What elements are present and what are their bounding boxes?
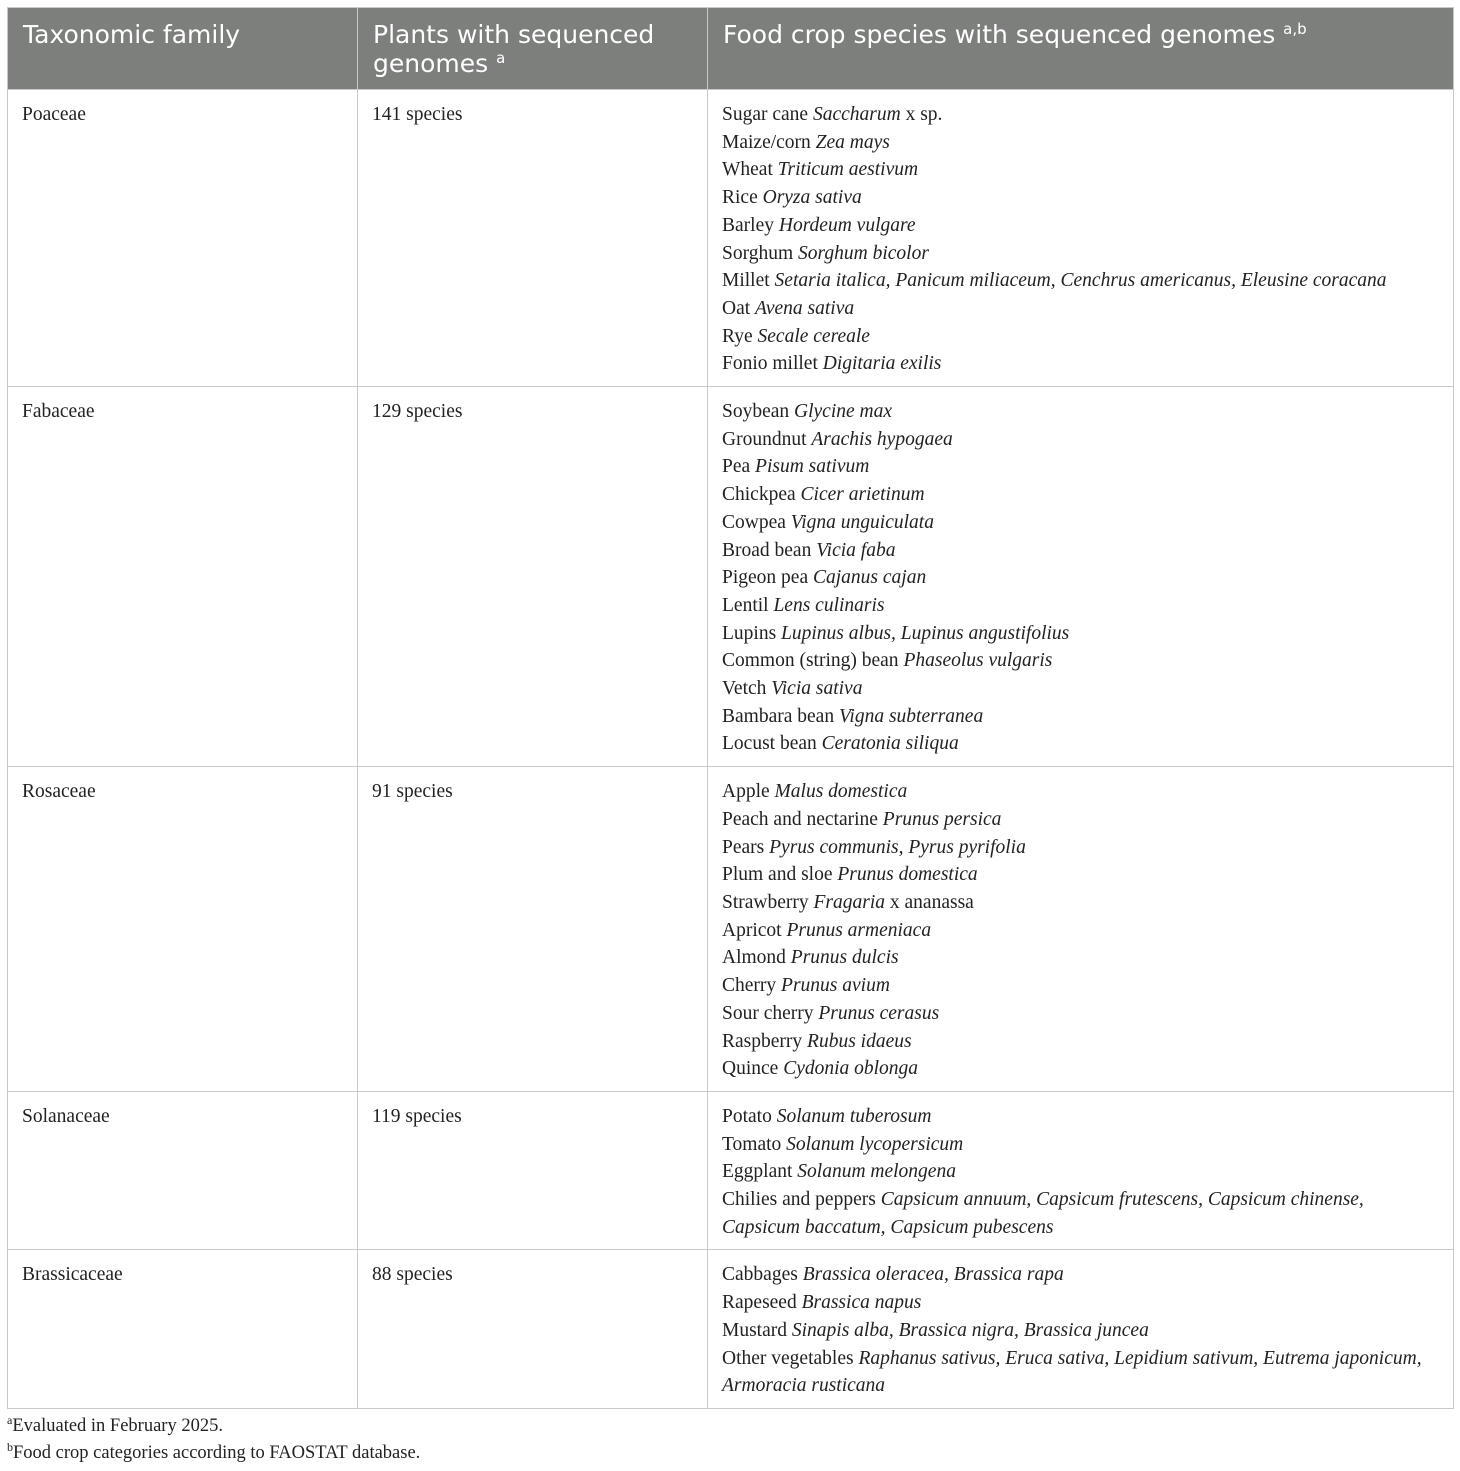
crop-name: Broad bean bbox=[722, 539, 817, 561]
crop-name: Soybean bbox=[722, 401, 795, 423]
crop-name: Cowpea bbox=[722, 511, 791, 533]
header-food-crops bbox=[708, 8, 1454, 90]
crop-item bbox=[722, 295, 1439, 323]
species-count-cell: 119 species bbox=[358, 1091, 708, 1250]
crop-name: Pea bbox=[722, 456, 756, 478]
crop-item bbox=[722, 778, 1439, 806]
crop-item bbox=[722, 1345, 1439, 1400]
crop-name: Oat bbox=[722, 297, 756, 319]
crop-name: Sorghum bbox=[722, 242, 799, 264]
species-name: Malus domestica bbox=[774, 781, 908, 803]
crop-item bbox=[722, 1186, 1439, 1241]
family-cell: Rosaceae bbox=[8, 767, 358, 1092]
crop-name: Potato bbox=[722, 1105, 777, 1127]
species-name: Prunus dulcis bbox=[790, 947, 899, 969]
species-name: Prunus armeniaca bbox=[786, 919, 932, 941]
crop-name: Chickpea bbox=[722, 484, 801, 506]
species-name: Triticum aestivum bbox=[777, 159, 919, 181]
crop-item bbox=[722, 240, 1439, 268]
crop-name: Mustard bbox=[722, 1319, 792, 1341]
footnote-mark: a bbox=[7, 1413, 13, 1427]
species-name: Solanum melongena bbox=[797, 1161, 956, 1183]
crop-item bbox=[722, 703, 1439, 731]
species-name: Prunus avium bbox=[781, 975, 890, 997]
species-name: Glycine max bbox=[794, 401, 893, 423]
crop-name: Other vegetables bbox=[722, 1347, 859, 1369]
crops-cell bbox=[708, 90, 1454, 387]
header-label: Food crop species with sequenced genomes bbox=[723, 20, 1284, 49]
crop-item bbox=[722, 1158, 1439, 1186]
crops-cell bbox=[708, 767, 1454, 1092]
crop-name: Pigeon pea bbox=[722, 567, 813, 589]
crop-name: Lentil bbox=[722, 594, 774, 616]
crop-item bbox=[722, 1131, 1439, 1159]
crop-name: Millet bbox=[722, 270, 775, 292]
species-name: Lupinus albus, Lupinus angustifolius bbox=[781, 622, 1070, 644]
crop-name: Locust bean bbox=[722, 733, 822, 755]
species-name: Secale cereale bbox=[757, 325, 870, 347]
table-row bbox=[8, 1091, 1454, 1250]
header-taxonomic-family bbox=[8, 8, 358, 90]
crop-item bbox=[722, 537, 1439, 565]
crop-item bbox=[722, 647, 1439, 675]
species-name: Fragaria bbox=[813, 891, 886, 913]
footnote-mark: b bbox=[7, 1440, 13, 1454]
crop-name: Raspberry bbox=[722, 1030, 808, 1052]
footnote-a bbox=[7, 1413, 420, 1440]
crop-item bbox=[722, 944, 1439, 972]
species-name: Saccharum bbox=[812, 104, 901, 125]
footnote-b bbox=[7, 1440, 420, 1467]
header-label: Taxonomic family bbox=[23, 20, 241, 49]
species-name: Raphanus sativus, Eruca sativa, Lepidium sativum, Eutrema japonicum, Armoracia rusticana bbox=[722, 1347, 1422, 1397]
species-name: Hordeum vulgare bbox=[778, 214, 916, 236]
species-name: Oryza sativa bbox=[762, 187, 862, 209]
table-row bbox=[8, 90, 1454, 387]
species-name: Setaria italica, Panicum miliaceum, Cenchrus americanus, Eleusine coracana bbox=[774, 270, 1387, 292]
species-name: Vigna subterranea bbox=[838, 705, 984, 727]
crops-cell bbox=[708, 387, 1454, 767]
species-name: Zea mays bbox=[815, 131, 890, 153]
crop-name: Sour cherry bbox=[722, 1002, 819, 1024]
crop-name: Eggplant bbox=[722, 1161, 798, 1183]
family-cell: Fabaceae bbox=[8, 387, 358, 767]
species-count-cell: 141 species bbox=[358, 90, 708, 387]
species-name: Pyrus communis, Pyrus pyrifolia bbox=[769, 836, 1026, 858]
family-cell: Solanaceae bbox=[8, 1091, 358, 1250]
crop-name: Strawberry bbox=[722, 891, 814, 913]
crop-item bbox=[722, 806, 1439, 834]
crop-item bbox=[722, 675, 1439, 703]
crops-cell bbox=[708, 1091, 1454, 1250]
crops-cell bbox=[708, 1250, 1454, 1409]
crop-item bbox=[722, 917, 1439, 945]
species-suffix: x ananassa bbox=[885, 891, 974, 913]
crop-item bbox=[722, 620, 1439, 648]
species-name: Sorghum bicolor bbox=[798, 242, 929, 264]
crop-name: Apricot bbox=[722, 919, 787, 941]
species-count-cell: 91 species bbox=[358, 767, 708, 1092]
crop-name: Almond bbox=[722, 947, 791, 969]
species-name: Vicia sativa bbox=[771, 678, 863, 700]
crop-item bbox=[722, 1103, 1439, 1131]
species-name: Prunus domestica bbox=[837, 864, 978, 886]
footnote-mark: a,b bbox=[1283, 20, 1307, 38]
species-name: Brassica oleracea, Brassica rapa bbox=[802, 1264, 1064, 1286]
species-name: Phaseolus vulgaris bbox=[903, 650, 1053, 672]
family-cell: Brassicaceae bbox=[8, 1250, 358, 1409]
crop-item bbox=[722, 212, 1439, 240]
family-cell: Poaceae bbox=[8, 90, 358, 387]
crop-item bbox=[722, 129, 1439, 157]
species-name: Vicia faba bbox=[816, 539, 896, 561]
species-name: Lens culinaris bbox=[773, 594, 885, 616]
crop-item bbox=[722, 564, 1439, 592]
species-name: Cajanus cajan bbox=[812, 567, 927, 589]
crop-name: Lupins bbox=[722, 622, 782, 644]
species-name: Solanum tuberosum bbox=[776, 1105, 932, 1127]
species-name: Prunus cerasus bbox=[818, 1002, 940, 1024]
species-name: Rubus idaeus bbox=[807, 1030, 912, 1052]
crop-item bbox=[722, 861, 1439, 889]
crop-item bbox=[722, 1261, 1439, 1289]
crop-item bbox=[722, 834, 1439, 862]
crop-name: Cabbages bbox=[722, 1264, 803, 1286]
crop-item bbox=[722, 1028, 1439, 1056]
crop-item bbox=[722, 972, 1439, 1000]
crop-item bbox=[722, 184, 1439, 212]
crop-name: Maize/corn bbox=[722, 131, 816, 153]
species-count-cell: 88 species bbox=[358, 1250, 708, 1409]
species-name: Solanum lycopersicum bbox=[786, 1133, 964, 1155]
crop-item bbox=[722, 101, 1439, 129]
crop-name: Fonio millet bbox=[722, 353, 823, 375]
crop-item bbox=[722, 481, 1439, 509]
crop-item bbox=[722, 592, 1439, 620]
species-suffix: x sp. bbox=[900, 104, 943, 125]
crop-name: Groundnut bbox=[722, 428, 812, 450]
table-row bbox=[8, 387, 1454, 767]
crop-item bbox=[722, 730, 1439, 758]
crop-name: Rapeseed bbox=[722, 1292, 802, 1314]
crop-name: Quince bbox=[722, 1058, 784, 1080]
crop-name: Plum and sloe bbox=[722, 864, 838, 886]
crop-item bbox=[722, 426, 1439, 454]
crop-item bbox=[722, 1000, 1439, 1028]
table-row bbox=[8, 1250, 1454, 1409]
species-name: Ceratonia siliqua bbox=[821, 733, 959, 755]
crop-name: Rice bbox=[722, 187, 763, 209]
species-name: Digitaria exilis bbox=[822, 353, 942, 375]
header-row bbox=[8, 8, 1454, 90]
species-name: Capsicum annuum, Capsicum frutescens, Capsicum chinense, Capsicum baccatum, Capsicum pubescens bbox=[722, 1189, 1364, 1238]
footnotes bbox=[7, 1413, 420, 1467]
species-name: Cicer arietinum bbox=[800, 484, 925, 506]
species-name: Sinapis alba, Brassica nigra, Brassica juncea bbox=[791, 1319, 1149, 1341]
crop-name: Apple bbox=[722, 781, 775, 803]
crop-item bbox=[722, 350, 1439, 378]
crop-name: Cherry bbox=[722, 975, 782, 997]
crop-name: Vetch bbox=[722, 678, 772, 700]
crop-name: Barley bbox=[722, 214, 779, 236]
footnote-text: Food crop categories according to FAOSTAT database. bbox=[13, 1443, 421, 1463]
crop-item bbox=[722, 509, 1439, 537]
footnote-text: Evaluated in February 2025. bbox=[12, 1416, 223, 1436]
crop-name: Rye bbox=[722, 325, 758, 347]
crop-item bbox=[722, 889, 1439, 917]
table-row bbox=[8, 767, 1454, 1092]
species-name: Prunus persica bbox=[882, 808, 1002, 830]
crop-name: Chilies and peppers bbox=[722, 1189, 881, 1211]
header-plants-sequenced bbox=[358, 8, 708, 90]
crop-item bbox=[722, 398, 1439, 426]
crop-name: Wheat bbox=[722, 159, 778, 181]
crop-name: Bambara bean bbox=[722, 705, 839, 727]
crop-name: Common (string) bean bbox=[722, 650, 904, 672]
crop-item bbox=[722, 267, 1439, 295]
crop-item bbox=[722, 1317, 1439, 1345]
crop-name: Peach and nectarine bbox=[722, 808, 883, 830]
species-name: Arachis hypogaea bbox=[811, 428, 953, 450]
crop-item bbox=[722, 156, 1439, 184]
crop-item bbox=[722, 453, 1439, 481]
crop-name: Sugar cane bbox=[722, 104, 813, 125]
crop-item bbox=[722, 1055, 1439, 1083]
species-count-cell: 129 species bbox=[358, 387, 708, 767]
species-name: Pisum sativum bbox=[755, 456, 870, 478]
species-name: Avena sativa bbox=[755, 297, 855, 319]
crop-name: Pears bbox=[722, 836, 770, 858]
species-name: Brassica napus bbox=[801, 1292, 922, 1314]
species-name: Cydonia oblonga bbox=[783, 1058, 919, 1080]
crop-name: Tomato bbox=[722, 1133, 787, 1155]
header-label: Plants with sequenced genomes bbox=[373, 20, 655, 78]
crop-item bbox=[722, 1289, 1439, 1317]
crop-item bbox=[722, 323, 1439, 351]
genome-table bbox=[7, 7, 1454, 1409]
footnote-mark: a bbox=[496, 49, 506, 67]
species-name: Vigna unguiculata bbox=[790, 511, 934, 533]
